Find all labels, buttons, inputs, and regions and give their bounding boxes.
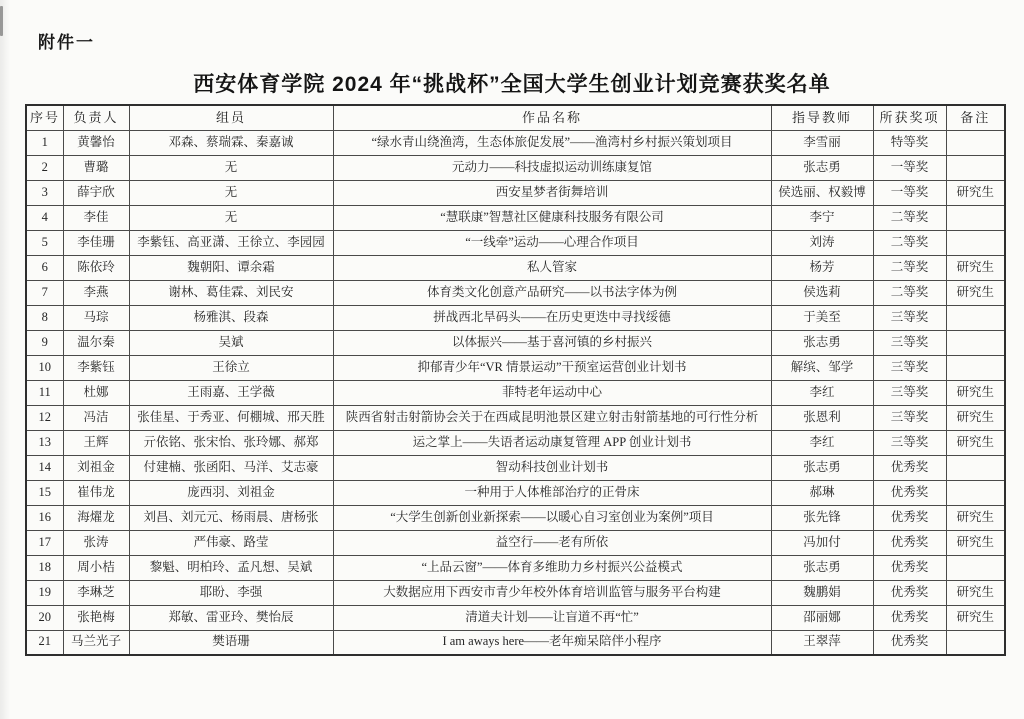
cell-teacher: 张恩利 (771, 405, 873, 430)
cell-leader: 海燿龙 (63, 505, 129, 530)
cell-no: 13 (26, 430, 63, 455)
col-header-work: 作品名称 (333, 105, 771, 130)
cell-leader: 刘祖金 (63, 455, 129, 480)
cell-note: 研究生 (946, 380, 1005, 405)
cell-members: 无 (129, 180, 333, 205)
cell-note: 研究生 (946, 530, 1005, 555)
table-header-row (26, 105, 1005, 130)
col-header-note: 备注 (946, 105, 1005, 130)
cell-teacher: 解缤、邹学 (771, 355, 873, 380)
cell-no: 3 (26, 180, 63, 205)
cell-work: “慧联康”智慧社区健康科技服务有限公司 (333, 205, 771, 230)
cell-note (946, 455, 1005, 480)
cell-no: 18 (26, 555, 63, 580)
table-row (26, 180, 1005, 205)
cell-teacher: 张志勇 (771, 155, 873, 180)
cell-note (946, 130, 1005, 155)
cell-leader: 李佳 (63, 205, 129, 230)
table-row (26, 155, 1005, 180)
cell-award: 二等奖 (873, 255, 946, 280)
cell-teacher: 李红 (771, 380, 873, 405)
table-row (26, 405, 1005, 430)
col-header-leader: 负责人 (63, 105, 129, 130)
cell-no: 4 (26, 205, 63, 230)
cell-members: 吴斌 (129, 330, 333, 355)
table-row (26, 380, 1005, 405)
table-row (26, 280, 1005, 305)
cell-teacher: 侯选丽、权毅博 (771, 180, 873, 205)
scan-artifact-mark (0, 6, 3, 36)
cell-members: 王徐立 (129, 355, 333, 380)
table-row (26, 355, 1005, 380)
cell-teacher: 李雪丽 (771, 130, 873, 155)
cell-members: 黎魁、明柏玲、孟凡想、吴斌 (129, 555, 333, 580)
cell-members: 无 (129, 205, 333, 230)
cell-members: 无 (129, 155, 333, 180)
table-row (26, 255, 1005, 280)
cell-no: 12 (26, 405, 63, 430)
cell-work: 益空行——老有所依 (333, 530, 771, 555)
cell-note (946, 555, 1005, 580)
attachment-label: 附件一 (38, 33, 95, 52)
col-header-award: 所获奖项 (873, 105, 946, 130)
cell-leader: 周小桔 (63, 555, 129, 580)
cell-teacher: 冯加付 (771, 530, 873, 555)
cell-work: 大数据应用下西安市青少年校外体育培训监管与服务平台构建 (333, 580, 771, 605)
cell-no: 20 (26, 605, 63, 630)
table-row (26, 230, 1005, 255)
cell-teacher: 王翠萍 (771, 630, 873, 655)
cell-members: 严伟豪、路莹 (129, 530, 333, 555)
cell-award: 一等奖 (873, 155, 946, 180)
cell-leader: 李琳芝 (63, 580, 129, 605)
cell-members: 魏朝阳、谭余霜 (129, 255, 333, 280)
cell-leader: 薛宇欣 (63, 180, 129, 205)
cell-teacher: 郝琳 (771, 480, 873, 505)
cell-leader: 张艳梅 (63, 605, 129, 630)
cell-award: 优秀奖 (873, 480, 946, 505)
cell-teacher: 刘涛 (771, 230, 873, 255)
cell-teacher: 张先锋 (771, 505, 873, 530)
cell-no: 11 (26, 380, 63, 405)
cell-award: 三等奖 (873, 430, 946, 455)
cell-no: 6 (26, 255, 63, 280)
cell-award: 优秀奖 (873, 580, 946, 605)
cell-members: 邓森、蔡瑞霖、秦嘉诚 (129, 130, 333, 155)
cell-members: 谢林、葛佳霖、刘民安 (129, 280, 333, 305)
cell-award: 三等奖 (873, 305, 946, 330)
table-body (26, 130, 1005, 655)
cell-note: 研究生 (946, 280, 1005, 305)
cell-note (946, 480, 1005, 505)
table-row (26, 430, 1005, 455)
cell-note (946, 355, 1005, 380)
cell-no: 5 (26, 230, 63, 255)
cell-leader: 陈依玲 (63, 255, 129, 280)
cell-leader: 李佳珊 (63, 230, 129, 255)
cell-members: 庞西羽、刘祖金 (129, 480, 333, 505)
cell-teacher: 张志勇 (771, 555, 873, 580)
cell-work: 元动力——科技虚拟运动训练康复馆 (333, 155, 771, 180)
cell-members: 刘昌、刘元元、杨雨晨、唐杨张 (129, 505, 333, 530)
cell-note: 研究生 (946, 405, 1005, 430)
cell-no: 9 (26, 330, 63, 355)
cell-award: 二等奖 (873, 280, 946, 305)
cell-leader: 冯洁 (63, 405, 129, 430)
table-row (26, 130, 1005, 155)
cell-award: 一等奖 (873, 180, 946, 205)
table-row (26, 205, 1005, 230)
table-row (26, 555, 1005, 580)
cell-leader: 李紫钰 (63, 355, 129, 380)
cell-no: 14 (26, 455, 63, 480)
cell-teacher: 侯选莉 (771, 280, 873, 305)
col-header-members: 组员 (129, 105, 333, 130)
cell-leader: 温尔秦 (63, 330, 129, 355)
scan-edge-shading (0, 0, 10, 719)
cell-leader: 张涛 (63, 530, 129, 555)
cell-members: 杨雅淇、段森 (129, 305, 333, 330)
cell-no: 21 (26, 630, 63, 655)
cell-note: 研究生 (946, 180, 1005, 205)
cell-award: 优秀奖 (873, 630, 946, 655)
cell-leader: 崔伟龙 (63, 480, 129, 505)
cell-award: 二等奖 (873, 230, 946, 255)
cell-award: 二等奖 (873, 205, 946, 230)
cell-note (946, 305, 1005, 330)
table-row (26, 305, 1005, 330)
cell-note (946, 155, 1005, 180)
cell-leader: 马琮 (63, 305, 129, 330)
cell-note (946, 230, 1005, 255)
cell-leader: 李燕 (63, 280, 129, 305)
cell-teacher: 张志勇 (771, 455, 873, 480)
cell-teacher: 杨芳 (771, 255, 873, 280)
cell-work: 智动科技创业计划书 (333, 455, 771, 480)
cell-teacher: 张志勇 (771, 330, 873, 355)
cell-no: 2 (26, 155, 63, 180)
cell-work: 运之掌上——失语者运动康复管理 APP 创业计划书 (333, 430, 771, 455)
cell-members: 王雨嘉、王学薇 (129, 380, 333, 405)
cell-award: 三等奖 (873, 355, 946, 380)
cell-award: 三等奖 (873, 380, 946, 405)
cell-work: 西安星梦者街舞培训 (333, 180, 771, 205)
cell-work: 以体振兴——基于喜河镇的乡村振兴 (333, 330, 771, 355)
cell-members: 李紫钰、高亚潇、王徐立、李园园 (129, 230, 333, 255)
cell-note: 研究生 (946, 430, 1005, 455)
cell-no: 19 (26, 580, 63, 605)
cell-members: 郑敏、雷亚玲、樊怡辰 (129, 605, 333, 630)
cell-note: 研究生 (946, 255, 1005, 280)
cell-work: 抑郁青少年“VR 情景运动”干预室运营创业计划书 (333, 355, 771, 380)
cell-note: 研究生 (946, 505, 1005, 530)
cell-award: 优秀奖 (873, 505, 946, 530)
cell-leader: 马兰光子 (63, 630, 129, 655)
col-header-teacher: 指导教师 (771, 105, 873, 130)
cell-work: 陕西省射击射箭协会关于在西咸昆明池景区建立射击射箭基地的可行性分析 (333, 405, 771, 430)
cell-leader: 曹璐 (63, 155, 129, 180)
cell-note (946, 630, 1005, 655)
cell-teacher: 李红 (771, 430, 873, 455)
cell-members: 张佳星、于秀亚、何棚城、邢天胜 (129, 405, 333, 430)
cell-award: 特等奖 (873, 130, 946, 155)
cell-work: 拼战西北旱码头——在历史更迭中寻找绥德 (333, 305, 771, 330)
cell-no: 15 (26, 480, 63, 505)
cell-work: “上品云窗”——体育多维助力乡村振兴公益模式 (333, 555, 771, 580)
cell-work: 私人管家 (333, 255, 771, 280)
table-row (26, 580, 1005, 605)
cell-no: 1 (26, 130, 63, 155)
page-title: 西安体育学院 2024 年“挑战杯”全国大学生创业计划竞赛获奖名单 (193, 73, 831, 96)
cell-work: I am aways here——老年痴呆陪伴小程序 (333, 630, 771, 655)
cell-no: 17 (26, 530, 63, 555)
cell-award: 优秀奖 (873, 555, 946, 580)
cell-teacher: 于美至 (771, 305, 873, 330)
cell-note: 研究生 (946, 580, 1005, 605)
cell-members: 付建楠、张函阳、马洋、艾志豪 (129, 455, 333, 480)
cell-award: 优秀奖 (873, 605, 946, 630)
cell-note: 研究生 (946, 605, 1005, 630)
table-row (26, 605, 1005, 630)
cell-teacher: 邵丽娜 (771, 605, 873, 630)
table-row (26, 480, 1005, 505)
table-row (26, 505, 1005, 530)
cell-no: 7 (26, 280, 63, 305)
cell-teacher: 李宁 (771, 205, 873, 230)
cell-award: 三等奖 (873, 330, 946, 355)
cell-note (946, 205, 1005, 230)
cell-note (946, 330, 1005, 355)
table-row (26, 330, 1005, 355)
col-header-no: 序号 (26, 105, 63, 130)
table-row (26, 455, 1005, 480)
cell-award: 优秀奖 (873, 530, 946, 555)
cell-work: “一线牵”运动——心理合作项目 (333, 230, 771, 255)
table-row (26, 530, 1005, 555)
cell-no: 10 (26, 355, 63, 380)
cell-no: 16 (26, 505, 63, 530)
cell-teacher: 魏鹏娟 (771, 580, 873, 605)
cell-members: 樊语珊 (129, 630, 333, 655)
cell-leader: 黄馨怡 (63, 130, 129, 155)
cell-award: 优秀奖 (873, 455, 946, 480)
cell-work: 菲特老年运动中心 (333, 380, 771, 405)
cell-work: 体育类文化创意产品研究——以书法字体为例 (333, 280, 771, 305)
cell-award: 三等奖 (873, 405, 946, 430)
cell-work: 一种用于人体椎部治疗的正骨床 (333, 480, 771, 505)
cell-leader: 杜娜 (63, 380, 129, 405)
cell-members: 亓依铭、张宋怡、张玲娜、郝郑 (129, 430, 333, 455)
cell-work: 清道夫计划——让盲道不再“忙” (333, 605, 771, 630)
cell-work: “绿水青山绕渔湾，生态体旅促发展”——渔湾村乡村振兴策划项目 (333, 130, 771, 155)
table-row (26, 630, 1005, 655)
cell-leader: 王辉 (63, 430, 129, 455)
award-table (25, 104, 1006, 656)
cell-no: 8 (26, 305, 63, 330)
cell-members: 耶盼、李强 (129, 580, 333, 605)
cell-work: “大学生创新创业新探索——以暖心自习室创业为案例”项目 (333, 505, 771, 530)
